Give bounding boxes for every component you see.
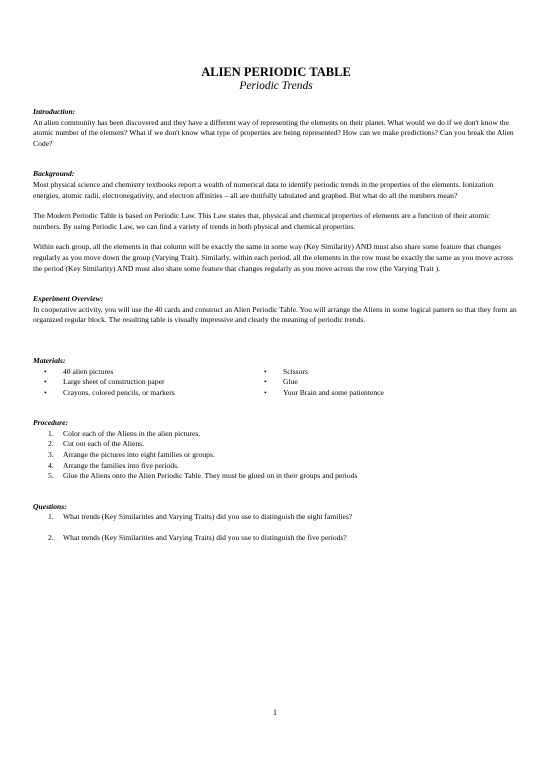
procedure-heading: Procedure:: [33, 418, 69, 428]
background-section: [33, 169, 519, 274]
procedure-step: [33, 439, 519, 450]
procedure-step: [33, 450, 519, 461]
step-text: Glue the Aliens onto the Alien Periodic Table. They must be glued on in their groups and periods: [63, 471, 358, 481]
question-number: 1.: [48, 512, 54, 522]
questions-list: [33, 512, 519, 543]
materials-item: • 40 alien pictures: [41, 367, 241, 378]
procedure-section: [33, 418, 519, 482]
procedure-step: [33, 461, 519, 472]
materials-item: • Glue: [261, 377, 461, 388]
materials-item: • Scissors: [261, 367, 461, 378]
procedure-step: [33, 471, 519, 482]
questions-section: [33, 502, 519, 544]
materials-list: [41, 367, 519, 399]
step-text: Arrange the families into five periods.: [63, 460, 179, 470]
background-paragraph: The Modern Periodic Table is based on Periodic Law. This Law states that, physical and chemical properties of elements are a function of their atomic numbers. By using Periodic Law, we can find a variety of trends in both physical and chemical properties.: [33, 211, 490, 231]
document-subtitle: Periodic Trends: [239, 80, 313, 92]
step-text: Arrange the pictures into eight families or groups.: [63, 450, 215, 460]
background-paragraph: Within each group, all the elements in that column will be exactly the same in some way (Key Similarity) AND must also share some feature that changes regularly as you move down the group (Varying Trait). Similarly, within each period, all the elements in the row must be exactly the same as you move across the period (Key Similarity) AND must also share some feature that changes regularly as you move across the row (the Varying Trait ).: [33, 242, 513, 273]
experiment-overview-text: In cooperative activity, you will use the 40 cards and construct an Alien Periodic Table. You will arrange the Aliens in some logical pattern so that they form an organized regular block. The resulting table is visually impressive and clearly the meaning of periodic trends.: [33, 304, 517, 325]
step-number: 1.: [48, 428, 54, 438]
step-number: 2.: [48, 439, 54, 449]
question-number: 2.: [48, 533, 54, 543]
materials-item: • Crayons, colored pencils, or markers: [41, 388, 241, 399]
procedure-list: [33, 429, 519, 482]
materials-heading: Materials:: [33, 355, 66, 365]
question-text: What trends (Key Similarities and Varying Traits) did you use to distinguish the five periods?: [63, 533, 347, 543]
step-number: 4.: [48, 460, 54, 470]
step-number: 3.: [48, 450, 54, 460]
step-text: Color each of the Aliens in the alien pictures.: [63, 428, 201, 438]
introduction-section: [33, 107, 519, 149]
page-number: 1: [273, 708, 277, 717]
title-block: [33, 65, 519, 93]
question-item: [33, 512, 519, 523]
question-item: [33, 533, 519, 544]
step-number: 5.: [48, 471, 54, 481]
questions-heading: Questions:: [33, 501, 67, 511]
introduction-text: An alien community has been discovered and they have a different way of representing the elements on their planet. What would we do if we don't know the atomic number of the element? What if we don't know what type of properties are being represented? How can we make predictions? Can you break the Alien Code?: [33, 117, 514, 148]
background-paragraph: Most physical science and chemistry textbooks report a wealth of numerical data to identify periodic trends in the properties of the elements. Ionization energies, atomic radii, electronegativity, and electron affinities – all are dutifully tabulated and graphed. But what do all the numbers mean?: [33, 179, 494, 200]
experiment-overview-heading: Experiment Overview:: [33, 294, 104, 304]
procedure-step: [33, 429, 519, 440]
introduction-heading: Introduction:: [33, 107, 76, 116]
experiment-overview-section: [33, 294, 519, 326]
materials-item: • Large sheet of construction paper: [41, 377, 241, 388]
document-body: [33, 65, 519, 544]
document-title: ALIEN PERIODIC TABLE: [201, 65, 351, 79]
question-text: What trends (Key Similarities and Varying Traits) did you use to distinguish the eight families?: [63, 512, 353, 522]
materials-section: [33, 356, 519, 398]
materials-item: • Your Brain and some patientence: [261, 388, 461, 399]
background-heading: Background:: [33, 169, 75, 179]
step-text: Cut out each of the Aliens.: [63, 439, 144, 449]
